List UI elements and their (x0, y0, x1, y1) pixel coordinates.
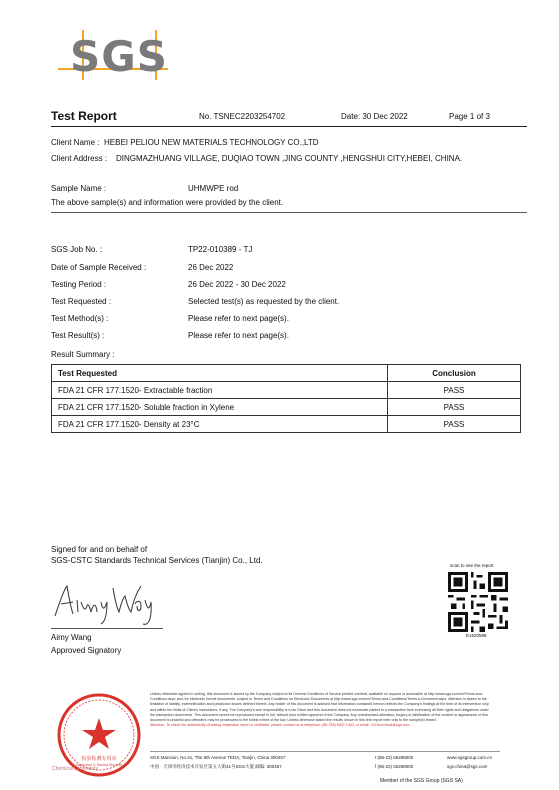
header-rule (51, 126, 527, 127)
handwritten-signature (51, 578, 161, 628)
detail-value: Please refer to next page(s). (188, 331, 289, 340)
signed-line-1: Signed for and on behalf of (51, 545, 148, 554)
terms-and-conditions (150, 692, 490, 728)
footer-telephone: t (86-22) 65288000 (375, 755, 414, 760)
seal-bottom-text: Chemical Laboratory (52, 766, 99, 772)
footer-address-cn: 中国 · 天津市经济技术开发区第五大街41号SGS大厦 邮编: 300457 (150, 764, 282, 769)
detail-value: 26 Dec 2022 - 30 Dec 2022 (188, 280, 286, 289)
logo-text: SGS (70, 32, 168, 81)
qr-code-icon (448, 572, 508, 632)
signatory-name: Aimy Wang (51, 633, 92, 642)
test-cell: FDA 21 CFR 177.1520- Extractable fraction (52, 382, 388, 399)
seal-sub-text: Inspection & Testing Services (75, 763, 123, 767)
signatory-role: Approved Signatory (51, 646, 122, 655)
seal-center-text: 检验检测专用章 (81, 756, 117, 762)
report-date: Date: 30 Dec 2022 (341, 112, 408, 121)
page-number: Page 1 of 3 (449, 112, 490, 121)
authenticity-notice: Attention: To check the authenticity of testing /inspection report & certificate, please contact us at telephone: (86-755) 8307 1443, or email: CN.Doccheck@sgs.com (150, 723, 410, 728)
conclusion-cell: PASS (388, 382, 521, 399)
table-row (52, 382, 521, 399)
detail-label: Testing Period : (51, 280, 107, 289)
result-summary-table (51, 364, 521, 433)
detail-value: 26 Dec 2022 (188, 263, 234, 272)
detail-label: Test Requested : (51, 297, 112, 306)
client-name-label: Client Name : (51, 138, 100, 147)
client-name-value: HEBEI PELIOU NEW MATERIALS TECHNOLOGY CO.,LTD (104, 138, 319, 147)
client-address-value: DINGMAZHUANG VILLAGE, DUQIAO TOWN ,JING COUNTY ,HENGSHUI CITY,HEBEI, CHINA. (116, 154, 463, 163)
detail-value: Selected test(s) as requested by the client. (188, 297, 340, 306)
test-cell: FDA 21 CFR 177.1520- Soluble fraction in Xylene (52, 399, 388, 416)
col-conclusion: Conclusion (388, 365, 521, 382)
terms-text: Unless otherwise agreed in writing, this document is issued by the Company subject to its General Conditions of Service printed overleaf, available on request or accessible at http://www.sgs.com/en/Terms-and-Conditions.aspx and, for electronic format documents, subject to Terms and Conditions for Electronic Documents at http://www.sgs.com/en/Terms-and-Conditions/Terms-e-Document.aspx. Attention is drawn to the limitation of liability, indemnification and jurisdiction issues defined therein. Any holder of this document is advised that information contained hereon reflects the Company's findings at the time of its intervention only and within the limits of Client's instructions, if any. The Company's sole responsibility is to its Client and this document does not exonerate parties to a transaction from exercising all their rights and obligations under the transaction documents. This document cannot be reproduced except in full, without prior written approval of the Company. Any unauthorized alteration, forgery or falsification of the content or appearance of this document is unlawful and offenders may be prosecuted to the fullest extent of the law. Unless otherwise stated the results shown in this test report refer only to the sample(s) tested. (150, 692, 489, 723)
conclusion-cell: PASS (388, 416, 521, 433)
detail-label: Test Method(s) : (51, 314, 109, 323)
signed-line-2: SGS-CSTC Standards Technical Services (Tianjin) Co., Ltd. (51, 556, 263, 565)
footer-fax: f (86-22) 65288000 (375, 764, 414, 769)
detail-label: Date of Sample Received : (51, 263, 147, 272)
footer-email[interactable]: sgs.china@sgs.com (447, 764, 488, 769)
footer-website[interactable]: www.sgsgroup.com.cn (447, 755, 493, 760)
qr-code-number: E1520588 (466, 633, 487, 638)
sample-provided-note: The above sample(s) and information were provided by the client. (51, 198, 284, 207)
footer-address-en: SGS Mansion, No.41, The 5th Avenue TEDA, Tianjin, China 300457 (150, 755, 286, 760)
detail-value: TP22-010389 - TJ (188, 245, 253, 254)
conclusion-cell: PASS (388, 399, 521, 416)
report-number: No. TSNEC2203254702 (199, 112, 286, 121)
sample-name-label: Sample Name : (51, 184, 107, 193)
table-row (52, 399, 521, 416)
table-header-row (52, 365, 521, 382)
test-cell: FDA 21 CFR 177.1520- Density at 23°C (52, 416, 388, 433)
client-address-label: Client Address : (51, 154, 108, 163)
sample-rule (51, 212, 527, 213)
detail-label: Test Result(s) : (51, 331, 105, 340)
detail-value: Please refer to next page(s). (188, 314, 289, 323)
col-test-requested: Test Requested (52, 365, 388, 382)
report-title: Test Report (51, 109, 117, 123)
table-row (52, 416, 521, 433)
footer-rule (150, 751, 500, 752)
detail-label: SGS Job No. : (51, 245, 103, 254)
result-summary-label: Result Summary : (51, 350, 115, 359)
qr-caption: scan to see the report (450, 563, 494, 568)
sample-name-value: UHMWPE rod (188, 184, 239, 193)
footer-member: Member of the SGS Group (SGS SA) (380, 778, 463, 784)
signature-rule (51, 628, 163, 629)
